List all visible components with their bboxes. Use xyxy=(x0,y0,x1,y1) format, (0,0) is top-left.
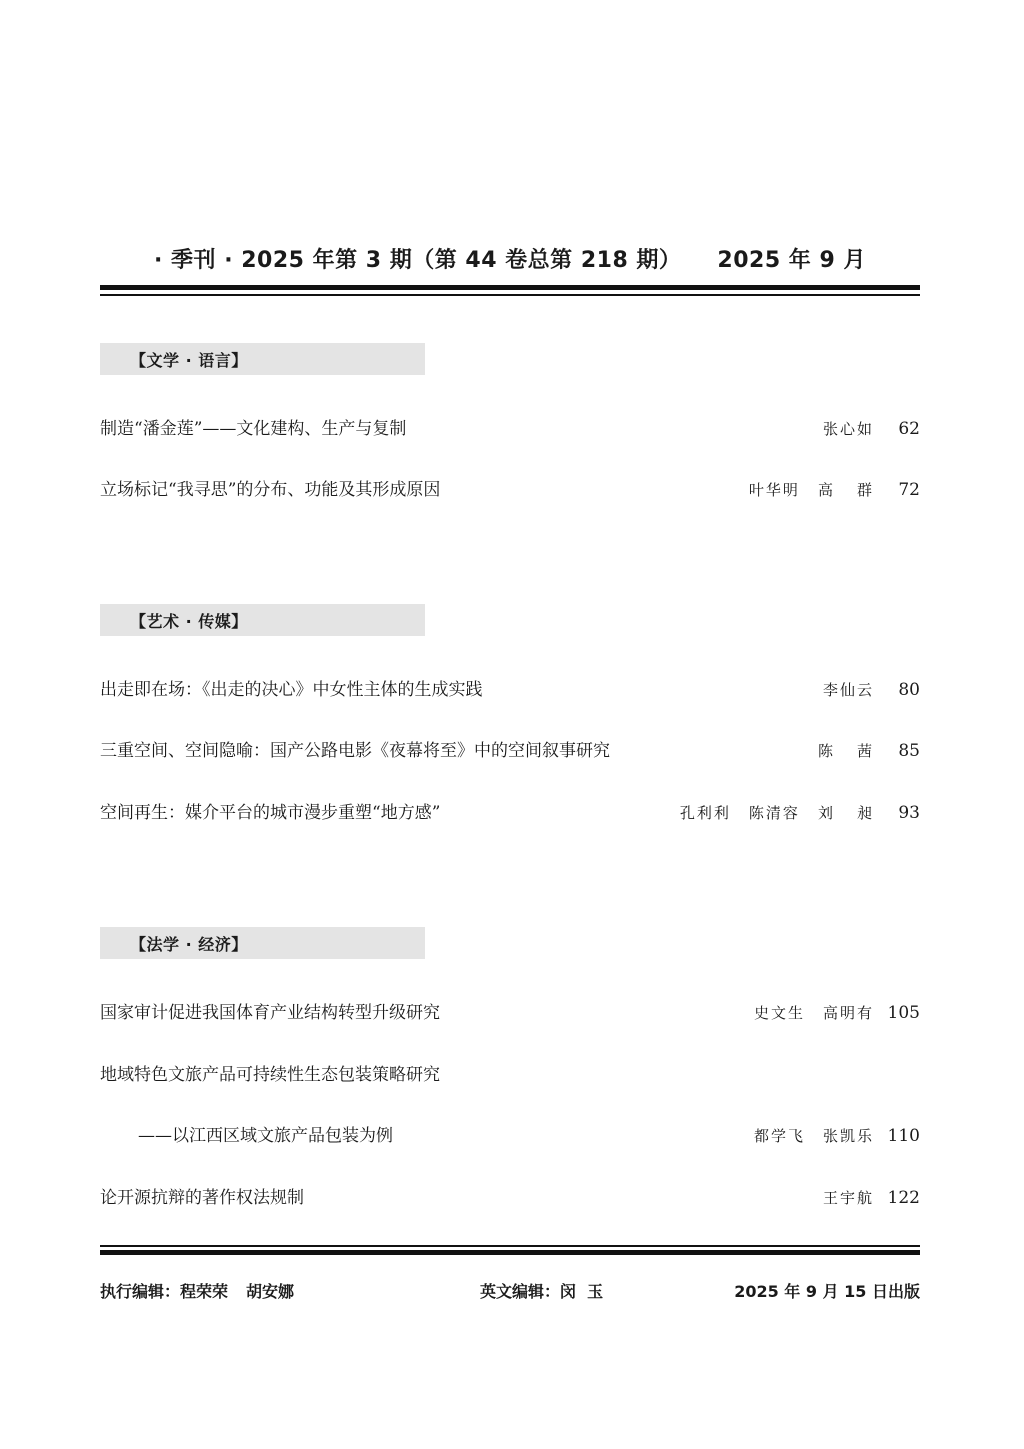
page-number: 122 xyxy=(887,1188,920,1208)
author: 史文生 xyxy=(753,1004,805,1022)
author: 张凯乐 xyxy=(822,1127,874,1145)
header-rule-thick xyxy=(100,285,920,290)
author: 陈 茜 xyxy=(817,742,874,760)
exec-editor: 程荣荣 xyxy=(180,1282,229,1301)
section-literature-language xyxy=(100,343,425,375)
author: 李仙云 xyxy=(822,681,874,699)
article-authors xyxy=(805,676,874,704)
page-number: 105 xyxy=(887,1003,920,1023)
footer-rule-thick xyxy=(100,1250,920,1255)
article-title[interactable]: 论开源抗辩的著作权法规制 xyxy=(100,1188,304,1208)
toc-entry[interactable] xyxy=(100,415,920,443)
toc-entry-continued[interactable] xyxy=(100,1122,920,1150)
author: 高明有 xyxy=(822,1004,874,1022)
toc-entry[interactable] xyxy=(100,737,920,765)
issue-date: 2025 年 9 月 xyxy=(717,248,866,273)
section-arts-media xyxy=(100,604,425,636)
page-number: 85 xyxy=(898,741,920,761)
author: 陈清容 xyxy=(748,804,800,822)
en-editor-label: 英文编辑： xyxy=(480,1282,561,1301)
author: 张心如 xyxy=(822,420,874,438)
article-subtitle[interactable]: ——以江西区域文旅产品包装为例 xyxy=(138,1126,393,1146)
section-label: 【法学 · 经济】 xyxy=(130,935,248,954)
article-title[interactable]: 空间再生：媒介平台的城市漫步重塑“地方感” xyxy=(100,803,441,823)
page-number: 93 xyxy=(898,803,920,823)
article-title[interactable]: 三重空间、空间隐喻：国产公路电影《夜幕将至》中的空间叙事研究 xyxy=(100,741,610,761)
article-authors xyxy=(805,1184,874,1212)
english-editor xyxy=(480,1279,603,1302)
article-authors xyxy=(805,415,874,443)
article-authors xyxy=(736,1122,874,1150)
author: 刘 昶 xyxy=(817,804,874,822)
toc-entry[interactable] xyxy=(100,999,920,1027)
en-editor: 闵 玉 xyxy=(560,1282,604,1301)
publication-date: 2025 年 9 月 15 日出版 xyxy=(734,1282,920,1301)
exec-editor-label: 执行编辑： xyxy=(100,1282,181,1301)
author: 孔利利 xyxy=(679,804,731,822)
page-number: 80 xyxy=(898,680,920,700)
issue-info: · 季刊 · 2025 年第 3 期（第 44 卷总第 218 期） xyxy=(154,248,682,273)
article-authors xyxy=(800,737,874,765)
author: 高 群 xyxy=(817,481,874,499)
section-law-economics xyxy=(100,927,425,959)
author: 都学飞 xyxy=(753,1127,805,1145)
author: 叶华明 xyxy=(748,481,800,499)
article-title[interactable]: 立场标记“我寻思”的分布、功能及其形成原因 xyxy=(100,480,441,500)
exec-editor: 胡安娜 xyxy=(246,1282,295,1301)
toc-entry[interactable] xyxy=(100,476,920,504)
toc-entry[interactable] xyxy=(100,799,920,827)
executive-editors xyxy=(100,1279,294,1302)
article-title[interactable]: 地域特色文旅产品可持续性生态包装策略研究 xyxy=(100,1065,440,1085)
page-number: 110 xyxy=(887,1126,920,1146)
article-title[interactable]: 国家审计促进我国体育产业结构转型升级研究 xyxy=(100,1003,440,1023)
header-rule-thin xyxy=(100,294,920,296)
toc-entry[interactable] xyxy=(100,1061,920,1089)
section-label: 【艺术 · 传媒】 xyxy=(130,612,248,631)
article-title[interactable]: 出走即在场：《出走的决心》中女性主体的生成实践 xyxy=(100,680,483,700)
section-label: 【文学 · 语言】 xyxy=(130,351,248,370)
article-authors xyxy=(731,476,874,504)
author: 王宇航 xyxy=(822,1189,874,1207)
toc-entry[interactable] xyxy=(100,1184,920,1212)
issue-header xyxy=(100,243,920,274)
footer-rule-thin xyxy=(100,1245,920,1247)
article-authors xyxy=(662,799,874,827)
article-authors xyxy=(736,999,874,1027)
page-number: 62 xyxy=(898,419,920,439)
toc-entry[interactable] xyxy=(100,676,920,704)
article-title[interactable]: 制造“潘金莲”——文化建构、生产与复制 xyxy=(100,419,407,439)
page-number: 72 xyxy=(898,480,920,500)
masthead-footer xyxy=(100,1279,920,1303)
